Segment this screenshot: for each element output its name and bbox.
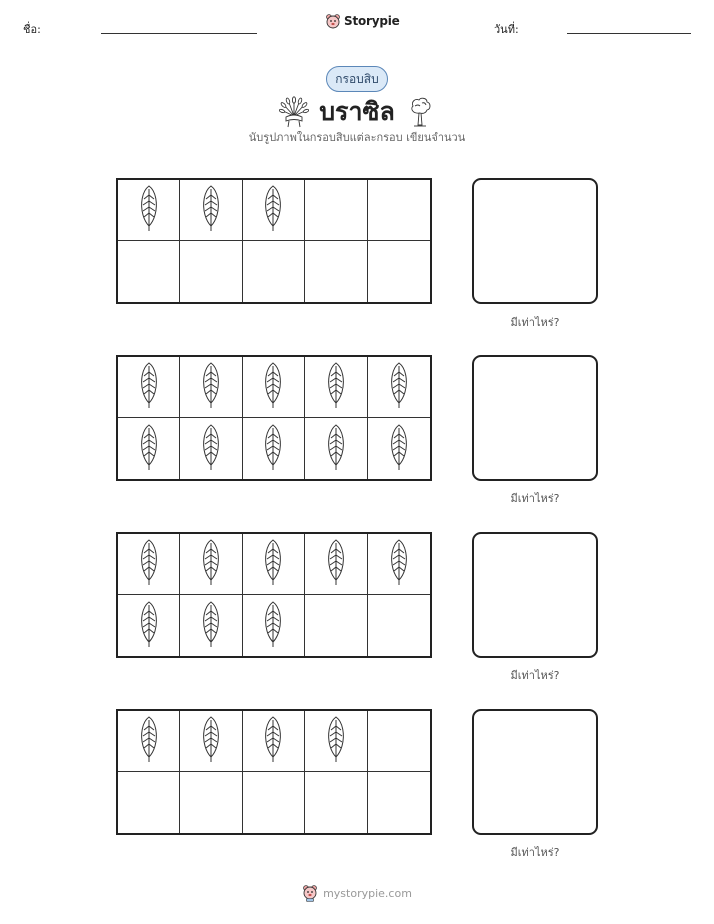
frame-cell — [368, 241, 430, 302]
feather-icon — [138, 184, 160, 236]
answer-box-3[interactable] — [472, 532, 598, 658]
feather-icon — [325, 715, 347, 767]
name-label: ชื่อ: — [23, 23, 41, 36]
date-line[interactable] — [567, 33, 691, 34]
question-3: มีเท่าไหร่? — [510, 669, 560, 682]
feather-icon — [262, 538, 284, 590]
ten-frame-3 — [116, 532, 432, 658]
feather-icon — [200, 715, 222, 767]
feather-icon — [388, 538, 410, 590]
feather-icon — [388, 361, 410, 413]
feather-icon — [138, 715, 160, 767]
ten-frame-4 — [116, 709, 432, 835]
frame-cell — [305, 357, 367, 418]
frame-cell — [180, 595, 242, 656]
feather-icon — [200, 600, 222, 652]
feather-icon — [325, 538, 347, 590]
frame-cell — [243, 711, 305, 772]
frame-cell — [368, 418, 430, 479]
feather-icon — [138, 361, 160, 413]
worksheet-title: บราซิล — [319, 97, 395, 126]
frame-cell — [305, 595, 367, 656]
frame-cell — [180, 241, 242, 302]
feather-icon — [262, 423, 284, 475]
frame-cell — [243, 772, 305, 833]
frame-cell — [305, 180, 367, 241]
frame-cell — [368, 534, 430, 595]
frame-cell — [180, 418, 242, 479]
frame-cell — [243, 180, 305, 241]
frame-cell — [243, 595, 305, 656]
footer — [0, 884, 714, 902]
feather-icon — [262, 600, 284, 652]
question-1: มีเท่าไหร่? — [510, 316, 560, 329]
headdress-icon — [279, 96, 309, 128]
feather-icon — [262, 715, 284, 767]
storypie-mascot-icon — [302, 884, 318, 902]
title-row — [0, 92, 714, 132]
question-4: มีเท่าไหร่? — [510, 846, 560, 859]
frame-cell — [180, 772, 242, 833]
frame-cell — [118, 534, 180, 595]
topic-badge: กรอบสิบ — [326, 66, 388, 92]
storypie-logo-icon — [325, 13, 341, 29]
feather-icon — [200, 361, 222, 413]
question-2: มีเท่าไหร่? — [510, 492, 560, 505]
frame-cell — [180, 180, 242, 241]
frame-cell — [118, 241, 180, 302]
date-label: วันที่: — [494, 23, 519, 36]
frame-cell — [305, 241, 367, 302]
frame-cell — [180, 534, 242, 595]
frame-cell — [368, 595, 430, 656]
frame-cell — [118, 357, 180, 418]
frame-cell — [305, 772, 367, 833]
brand — [325, 13, 400, 29]
frame-cell — [118, 180, 180, 241]
feather-icon — [138, 538, 160, 590]
footer-url: mystorypie.com — [323, 886, 412, 900]
frame-cell — [118, 772, 180, 833]
feather-icon — [200, 184, 222, 236]
feather-icon — [325, 423, 347, 475]
name-line[interactable] — [101, 33, 257, 34]
frame-cell — [180, 711, 242, 772]
feather-icon — [138, 600, 160, 652]
frame-cell — [118, 595, 180, 656]
brand-name: Storypie — [344, 14, 400, 28]
instruction: นับรูปภาพในกรอบสิบแต่ละกรอบ เขียนจำนวน — [248, 131, 466, 144]
tree-icon — [405, 96, 435, 128]
ten-frame-1 — [116, 178, 432, 304]
ten-frame-2 — [116, 355, 432, 481]
answer-box-2[interactable] — [472, 355, 598, 481]
frame-cell — [368, 711, 430, 772]
feather-icon — [200, 423, 222, 475]
answer-box-1[interactable] — [472, 178, 598, 304]
frame-cell — [243, 534, 305, 595]
frame-cell — [118, 711, 180, 772]
frame-cell — [305, 534, 367, 595]
frame-cell — [368, 180, 430, 241]
answer-box-4[interactable] — [472, 709, 598, 835]
feather-icon — [262, 361, 284, 413]
feather-icon — [262, 184, 284, 236]
feather-icon — [200, 538, 222, 590]
frame-cell — [368, 357, 430, 418]
frame-cell — [243, 357, 305, 418]
frame-cell — [368, 772, 430, 833]
frame-cell — [180, 357, 242, 418]
frame-cell — [305, 418, 367, 479]
feather-icon — [388, 423, 410, 475]
frame-cell — [243, 418, 305, 479]
feather-icon — [325, 361, 347, 413]
feather-icon — [138, 423, 160, 475]
frame-cell — [305, 711, 367, 772]
frame-cell — [118, 418, 180, 479]
frame-cell — [243, 241, 305, 302]
